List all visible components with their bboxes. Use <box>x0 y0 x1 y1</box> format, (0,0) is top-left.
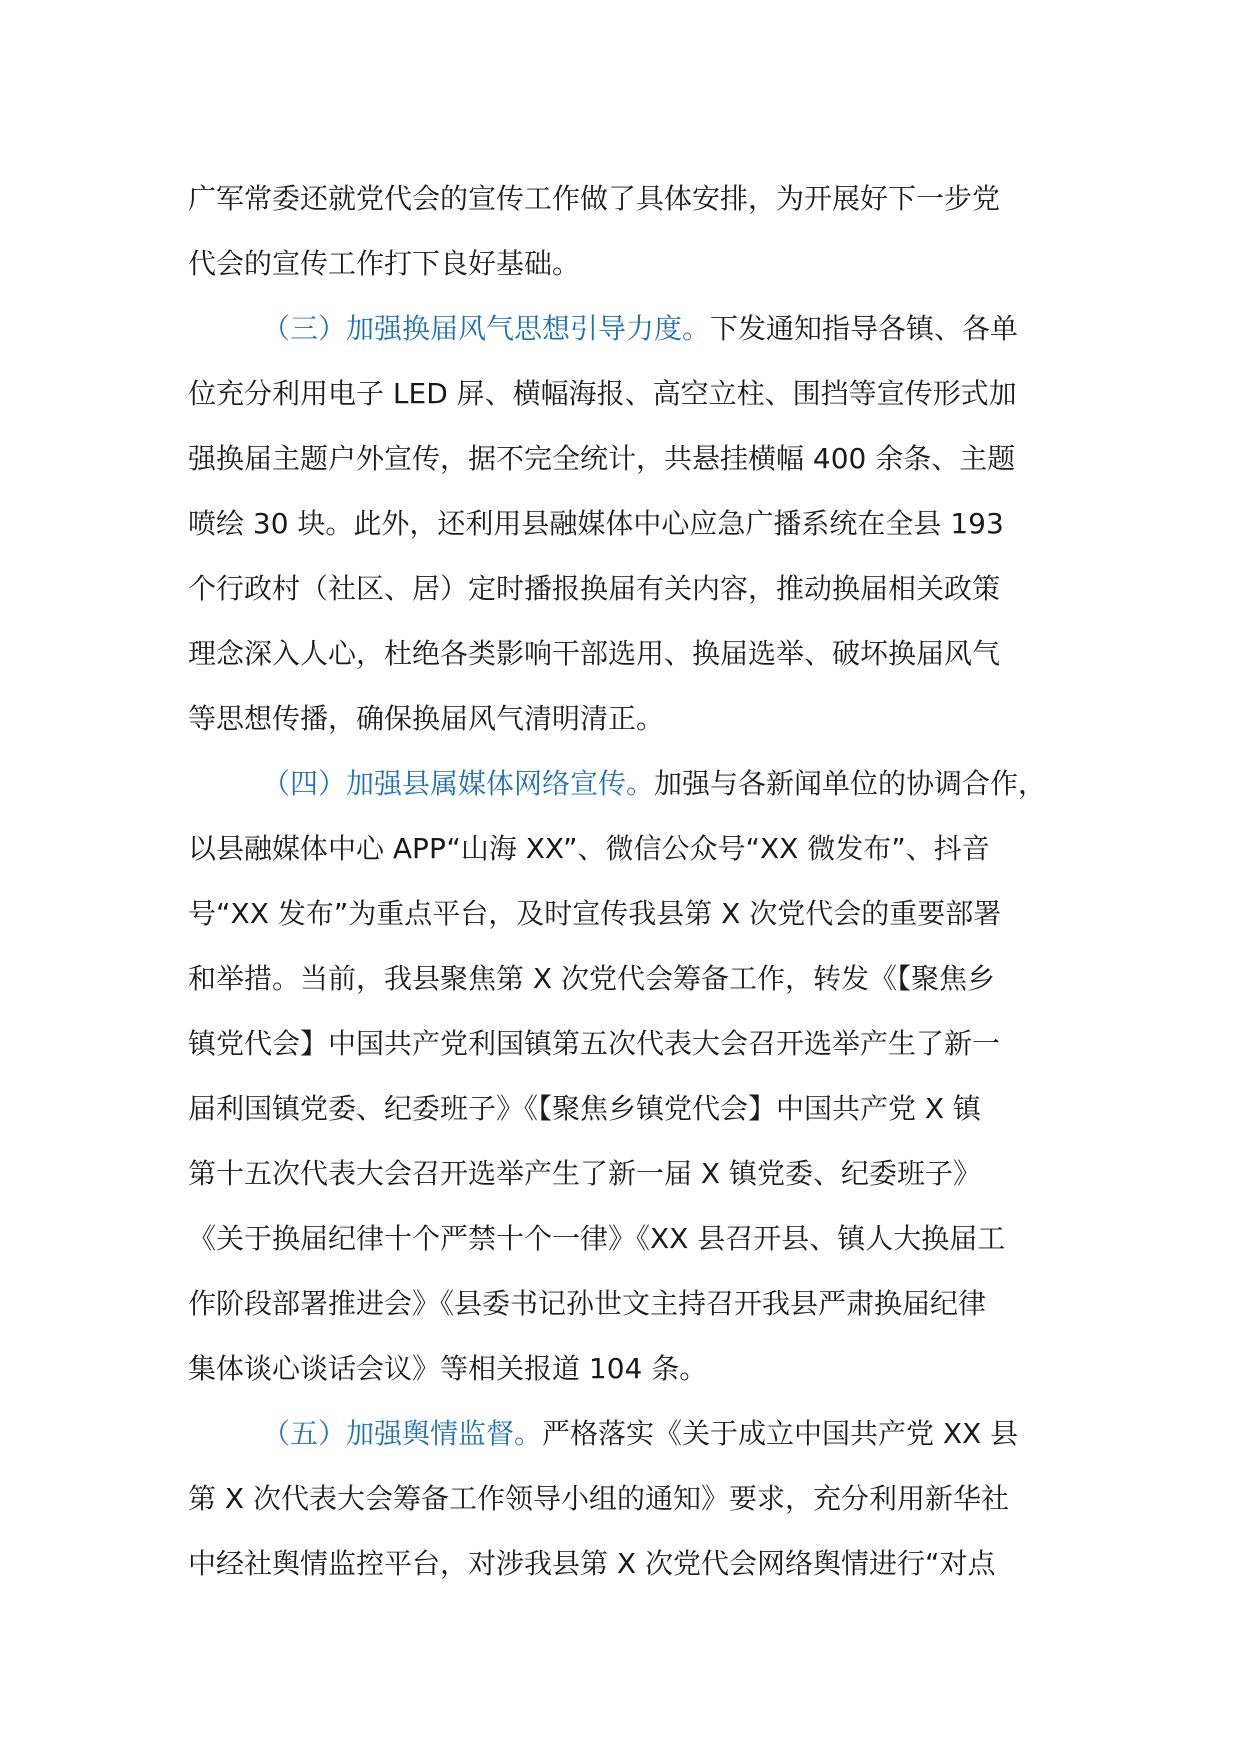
section-heading: （五）加强舆情监督。 <box>262 1417 543 1450</box>
document-body <box>188 166 1088 1596</box>
paragraph-section-three <box>188 296 1088 751</box>
text-line: 第 X 次代表大会筹备工作领导小组的通知》要求，充分利用新华社 <box>188 1482 1009 1515</box>
text-run: 下发通知指导各镇、各单 <box>710 312 1019 345</box>
paragraph-first-line <box>188 751 1088 816</box>
text-line: 届利国镇党委、纪委班子》《【聚焦乡镇党代会】中国共产党 X 镇 <box>188 1092 981 1125</box>
paragraph-section-four <box>188 751 1088 1401</box>
text-line: 镇党代会】中国共产党利国镇第五次代表大会召开选举产生了新一 <box>188 1027 1001 1060</box>
text-line: 中经社舆情监控平台，对涉我县第 X 次党代会网络舆情进行“对点 <box>188 1547 996 1580</box>
section-heading: （四）加强县属媒体网络宣传。 <box>262 767 655 800</box>
paragraph-continuation <box>188 166 1088 296</box>
text-line: 强换届主题户外宣传，据不完全统计，共悬挂横幅 400 余条、主题 <box>188 442 1016 475</box>
paragraph-first-line <box>188 296 1088 361</box>
text-line: 位充分利用电子 LED 屏、横幅海报、高空立柱、围挡等宣传形式加 <box>188 377 1017 410</box>
text-line: 集体谈心谈话会议》等相关报道 104 条。 <box>188 1352 708 1385</box>
text-line: 广军常委还就党代会的宣传工作做了具体安排，为开展好下一步党 <box>188 182 1001 215</box>
text-line: 理念深入人心，杜绝各类影响干部选用、换届选举、破坏换届风气 <box>188 637 1001 670</box>
text-line: 喷绘 30 块。此外，还利用县融媒体中心应急广播系统在全县 193 <box>188 507 1004 540</box>
text-run: 严格落实《关于成立中国共产党 XX 县 <box>542 1417 1019 1450</box>
section-heading: （三）加强换届风气思想引导力度。 <box>262 312 711 345</box>
paragraph-first-line <box>188 1401 1088 1466</box>
text-line: 号“XX 发布”为重点平台，及时宣传我县第 X 次党代会的重要部署 <box>188 897 1002 930</box>
text-line: 作阶段部署推进会》《县委书记孙世文主持召开我县严肃换届纪律 <box>188 1287 987 1320</box>
text-line: 《关于换届纪律十个严禁十个一律》《XX 县召开县、镇人大换届工 <box>188 1222 1006 1255</box>
text-line: 等思想传播，确保换届风气清明清正。 <box>188 702 665 735</box>
text-line: 代会的宣传工作打下良好基础。 <box>188 247 581 280</box>
paragraph-section-five <box>188 1401 1088 1596</box>
text-line: 个行政村（社区、居）定时播报换届有关内容，推动换届相关政策 <box>188 572 1001 605</box>
text-line: 第十五次代表大会召开选举产生了新一届 X 镇党委、纪委班子》 <box>188 1157 981 1190</box>
text-run: 加强与各新闻单位的协调合作， <box>654 767 1047 800</box>
text-line: 和举措。当前，我县聚焦第 X 次党代会筹备工作，转发《【聚焦乡 <box>188 962 995 995</box>
text-line: 以县融媒体中心 APP“山海 XX”、微信公众号“XX 微发布”、抖音 <box>188 832 990 865</box>
